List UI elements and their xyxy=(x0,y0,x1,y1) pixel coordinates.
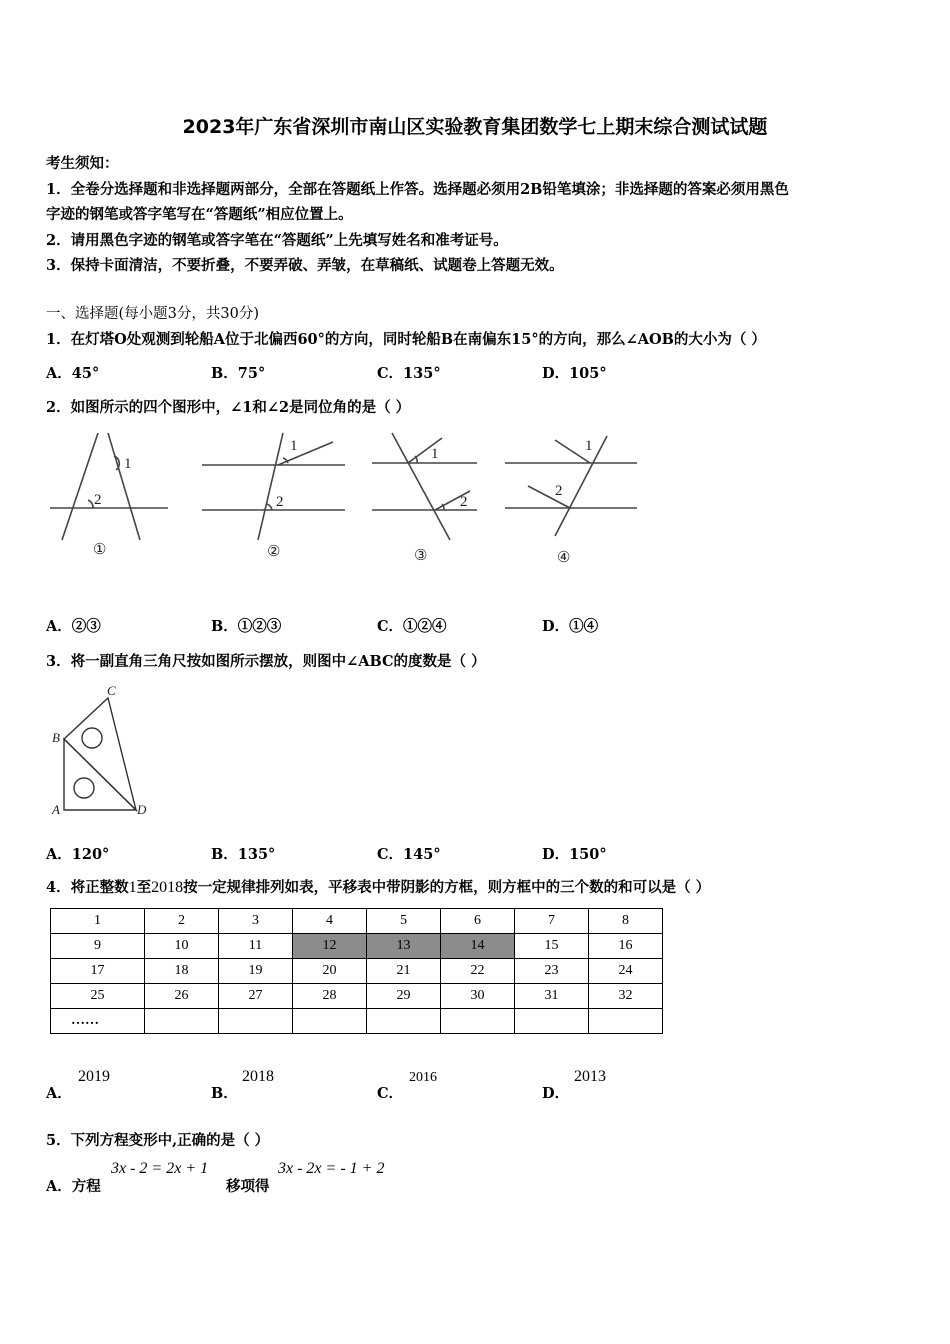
question-1-stem: 1．在灯塔O处观测到轮船A位于北偏西60°的方向，同时轮船B在南偏东15°的方向，那么∠AOB的大小为（ ） xyxy=(46,331,766,348)
table-cell: 26 xyxy=(145,984,219,1009)
table-cell: 29 xyxy=(367,984,441,1009)
section-heading: 一、选择题(每小题3分，共30分) xyxy=(46,306,259,322)
q3-option-a[interactable]: A．120° xyxy=(46,846,110,863)
notice-heading: 考生须知： xyxy=(46,155,119,172)
q4-option-d-value[interactable]: 2013 xyxy=(574,1068,606,1085)
q5-option-a-label[interactable]: A．方程 xyxy=(46,1178,101,1195)
table-cell: 8 xyxy=(589,909,663,934)
table-cell: 10 xyxy=(145,934,219,959)
table-cell: 19 xyxy=(219,959,293,984)
table-cell: 16 xyxy=(589,934,663,959)
table-row xyxy=(51,959,663,984)
table-cell: 15 xyxy=(515,934,589,959)
table-cell: 21 xyxy=(367,959,441,984)
table-cell: 2 xyxy=(145,909,219,934)
table-cell: 23 xyxy=(515,959,589,984)
table-cell xyxy=(293,1009,367,1034)
q3-figure xyxy=(44,680,164,820)
shaded-cell: 12 xyxy=(293,934,367,959)
table-row xyxy=(51,934,663,959)
table-row xyxy=(51,1009,663,1034)
table-cell: 28 xyxy=(293,984,367,1009)
table-cell: 27 xyxy=(219,984,293,1009)
table-cell xyxy=(145,1009,219,1034)
table-cell: 20 xyxy=(293,959,367,984)
table-row xyxy=(51,909,663,934)
q4-option-d-label[interactable]: D． xyxy=(542,1085,570,1102)
q1-option-c[interactable]: C．135° xyxy=(377,365,441,382)
notice-item: 1．全卷分选择题和非选择题两部分，全部在答题纸上作答。选择题必须用2B铅笔填涂；非选择题的答案必须用黑色 xyxy=(46,181,789,198)
table-cell xyxy=(441,1009,515,1034)
question-5-stem: 5．下列方程变形中,正确的是（ ） xyxy=(46,1132,270,1149)
point-label: C xyxy=(107,683,116,698)
question-2-stem: 2．如图所示的四个图形中，∠1和∠2是同位角的是（ ） xyxy=(46,399,411,416)
q2-option-a[interactable]: A．②③ xyxy=(46,618,101,635)
q2-option-c[interactable]: C．①②④ xyxy=(377,618,447,635)
q4-option-a-label[interactable]: A． xyxy=(46,1085,72,1102)
question-3-stem: 3．将一副直角三角尺按如图所示摆放，则图中∠ABC的度数是（ ） xyxy=(46,653,486,670)
table-cell: 25 xyxy=(51,984,145,1009)
q4-option-a-value[interactable]: 2019 xyxy=(78,1068,110,1085)
table-cell xyxy=(367,1009,441,1034)
angle-label: 1 xyxy=(124,456,132,472)
figure-number: ③ xyxy=(414,548,428,564)
notice-item: 3．保持卡面清洁，不要折叠，不要弄破、弄皱，在草稿纸、试题卷上答题无效。 xyxy=(46,257,564,274)
angle-label: 2 xyxy=(94,492,102,508)
shaded-cell: 13 xyxy=(367,934,441,959)
angle-label: 1 xyxy=(290,438,298,454)
table-cell: 3 xyxy=(219,909,293,934)
point-label: A xyxy=(52,802,60,817)
angle-label: 2 xyxy=(276,494,284,510)
ellipsis-cell: …… xyxy=(51,1009,145,1034)
angle-label: 2 xyxy=(555,483,563,499)
notice-item: 字迹的钢笔或答字笔写在“答题纸”相应位置上。 xyxy=(46,206,353,223)
point-label: B xyxy=(52,730,60,745)
table-cell xyxy=(515,1009,589,1034)
table-cell: 18 xyxy=(145,959,219,984)
notice-item: 2．请用黑色字迹的钢笔或答字笔在“答题纸”上先填写姓名和准考证号。 xyxy=(46,232,508,249)
table-cell: 5 xyxy=(367,909,441,934)
figure-number: ② xyxy=(267,544,281,560)
angle-label: 1 xyxy=(585,438,593,454)
table-cell xyxy=(219,1009,293,1034)
question-4-stem: 4．将正整数1至2018按一定规律排列如表，平移表中带阴影的方框，则方框中的三个数的和可以是（ ） xyxy=(46,879,711,896)
q3-option-d[interactable]: D．150° xyxy=(542,846,607,863)
table-cell: 11 xyxy=(219,934,293,959)
table-cell: 4 xyxy=(293,909,367,934)
q5-equation-transformed: 3x - 2x = - 1 + 2 xyxy=(278,1160,385,1177)
point-label: D xyxy=(137,802,147,817)
table-cell: 31 xyxy=(515,984,589,1009)
q3-option-c[interactable]: C．145° xyxy=(377,846,441,863)
page-title: 2023年广东省深圳市南山区实验教育集团数学七上期末综合测试试题 xyxy=(182,116,768,138)
table-cell: 24 xyxy=(589,959,663,984)
q4-option-b-value[interactable]: 2018 xyxy=(242,1068,274,1085)
q5-equation-original: 3x - 2 = 2x + 1 xyxy=(111,1160,209,1177)
figure-number: ① xyxy=(93,542,107,558)
q2-figures xyxy=(40,428,650,573)
q1-option-a[interactable]: A．45° xyxy=(46,365,100,382)
table-cell: 22 xyxy=(441,959,515,984)
table-cell: 32 xyxy=(589,984,663,1009)
q1-option-b[interactable]: B．75° xyxy=(211,365,266,382)
table-cell: 9 xyxy=(51,934,145,959)
table-row xyxy=(51,984,663,1009)
q4-option-c-label[interactable]: C． xyxy=(377,1085,404,1102)
q5-option-a-mid: 移项得 xyxy=(226,1178,270,1195)
table-cell: 1 xyxy=(51,909,145,934)
q4-option-b-label[interactable]: B． xyxy=(211,1085,238,1102)
shaded-cell: 14 xyxy=(441,934,515,959)
table-cell: 30 xyxy=(441,984,515,1009)
q1-option-d[interactable]: D．105° xyxy=(542,365,607,382)
q3-option-b[interactable]: B．135° xyxy=(211,846,276,863)
q2-option-b[interactable]: B．①②③ xyxy=(211,618,282,635)
q4-option-c-value[interactable]: 2016 xyxy=(409,1070,437,1085)
figure-number: ④ xyxy=(557,550,571,566)
table-cell: 17 xyxy=(51,959,145,984)
table-cell: 7 xyxy=(515,909,589,934)
table-cell: 6 xyxy=(441,909,515,934)
angle-label: 1 xyxy=(431,446,439,462)
table-cell xyxy=(589,1009,663,1034)
angle-label: 2 xyxy=(460,494,468,510)
q2-option-d[interactable]: D．①④ xyxy=(542,618,599,635)
number-table xyxy=(50,908,663,1034)
